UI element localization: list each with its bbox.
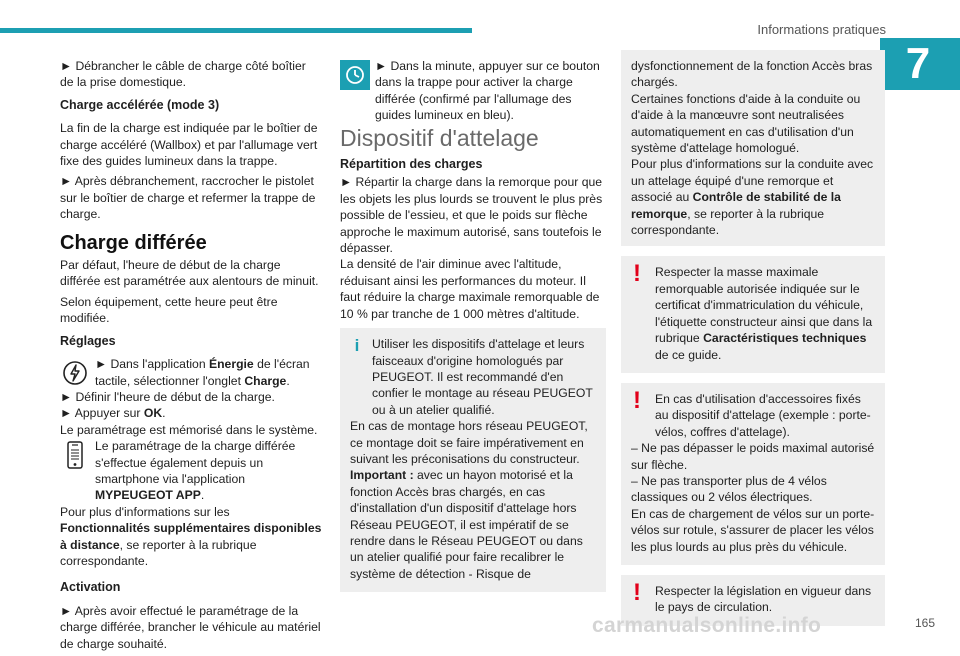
- paragraph: ► Débrancher le câble de charge côté boîtier de la prise domestique.: [60, 59, 306, 90]
- paragraph: ► Appuyer sur OK.: [60, 406, 166, 421]
- warning-note: [621, 256, 885, 372]
- paragraph: ► Répartir la charge dans la remorque pour que les objets les plus lourds se trouvent le plus près possible de l'essieu, et que le poids sur flèche approche le maximum autorisé, sans toutefois le dépasser.: [340, 175, 603, 256]
- warning-text: En cas de chargement de vélos sur un porte-vélos sur rotule, s'assurer de placer les vélos les plus lourds au plus près du véhicule.: [631, 506, 875, 554]
- heading-reglages: Réglages: [60, 333, 116, 348]
- paragraph: La fin de la charge est indiquée par le boîtier de charge accéléré (Wallbox) et par l'allumage vert fixe des guides lumineux dans la trappe.: [60, 121, 318, 169]
- paragraph: ► Après avoir effectué le paramétrage de la charge différée, brancher le véhicule au matériel de charge souhaité.: [60, 603, 321, 651]
- heading-activation: Activation: [60, 580, 121, 595]
- button-step-text: ► Dans la minute, appuyer sur ce bouton dans la trappe pour activer la charge différée (confirmé par l'allumage des guides lumineux en bleu).: [375, 59, 600, 123]
- button-step: [340, 58, 606, 124]
- chapter-number-tab: 7: [880, 38, 960, 90]
- watermark: carmanualsonline.info: [592, 614, 822, 637]
- charge-button-icon: [340, 60, 370, 90]
- column-left: [60, 58, 322, 656]
- warning-text: Respecter la législation en vigueur dans le pays de circulation.: [655, 583, 872, 615]
- heading-charge-acceleree: Charge accélérée (mode 3): [60, 97, 220, 112]
- paragraph: Par défaut, l'heure de début de la charge différée est paramétrée aux alentours de minuit.: [60, 258, 319, 289]
- smartphone-note-text: Le paramétrage de la charge différée s'effectue également depuis un smartphone via l'application MYPEUGEOT APP.: [95, 439, 296, 503]
- warning-note: [621, 383, 885, 565]
- warning-text: En cas d'utilisation d'accessoires fixés au dispositif d'attelage (exemple : porte-vélos, coffres d'attelage).: [655, 391, 871, 439]
- page-number: 165: [914, 616, 935, 630]
- paragraph: Le paramétrage est mémorisé dans le système.: [60, 422, 318, 437]
- info-text: Certaines fonctions d'aide à la conduite ou d'aide à la manœuvre sont neutralisées automatiquement en cas d'utilisation d'un système d'attelage homologué.: [631, 91, 861, 156]
- info-text: Pour plus d'informations sur la conduite avec un attelage équipé d'une remorque et associé au Contrôle de stabilité de la remorque, se reporter à la rubrique correspondante.: [631, 157, 874, 238]
- paragraph: Selon équipement, cette heure peut être modifiée.: [60, 294, 278, 326]
- warning-text: – Ne pas dépasser le poids maximal autorisé sur flèche.: [631, 441, 875, 472]
- column-right: [621, 50, 885, 626]
- smartphone-note: [60, 438, 322, 504]
- info-note-continued: [621, 50, 885, 246]
- info-text: Important : avec un hayon motorisé et la fonction Accès bras chargés, en cas d'installation d'un dispositif d'attelage hors Réseau PEUGEOT, il est impératif de se rendre dans le Réseau PEUGEOT ou dans un atelier qualifié pour faire recalibrer le système de détection - Risque de: [350, 468, 583, 581]
- warning-text: Respecter la masse maximale remorquable autorisée indiquée sur le certificat d'immatriculation du véhicule, l'étiquette constructeur ainsi que dans la rubrique Caractéristiques techniques de ce guide.: [655, 265, 873, 362]
- column-middle: [340, 58, 606, 592]
- info-icon: i: [354, 336, 360, 356]
- paragraph: Pour plus d'informations sur les Fonctionnalités supplémentaires disponibles à distance, se reporter à la rubrique correspondante.: [60, 504, 322, 568]
- energy-app-step: [60, 356, 322, 389]
- warning-text: – Ne pas transporter plus de 4 vélos classiques ou 2 vélos électriques.: [631, 473, 827, 505]
- energy-app-text: ► Dans l'application Énergie de l'écran tactile, sélectionner l'onglet Charge.: [95, 357, 310, 388]
- warning-icon: !: [633, 578, 641, 606]
- energy-app-icon: [60, 358, 90, 388]
- paragraph: ► Définir l'heure de début de la charge.: [60, 389, 275, 404]
- heading-repartition: Répartition des charges: [340, 157, 483, 172]
- info-text: En cas de montage hors réseau PEUGEOT, ce montage doit se faire impérativement en suivant les préconisations du constructeur.: [350, 419, 588, 466]
- info-text: Utiliser les dispositifs d'attelage et leurs faisceaux d'origine homologués par PEUGEOT. Il est recommandé d'en confier le montage au réseau PEUGEOT ou à un atelier qualifié.: [372, 337, 593, 417]
- info-text: dysfonctionnement de la fonction Accès bras chargés.: [631, 59, 873, 90]
- warning-icon: !: [633, 386, 641, 414]
- heading-dispositif-attelage: Dispositif d'attelage: [340, 124, 539, 151]
- heading-charge-differee: Charge différée: [60, 231, 207, 254]
- warning-icon: !: [633, 260, 641, 288]
- info-note: [340, 328, 606, 592]
- header-title: Informations pratiques: [757, 22, 886, 37]
- paragraph: ► Après débranchement, raccrocher le pistolet sur le boîtier de charge et refermer la trappe de charge.: [60, 174, 316, 222]
- smartphone-icon: [60, 440, 90, 470]
- paragraph: La densité de l'air diminue avec l'altitude, réduisant ainsi les performances du moteur. Il faut réduire la charge maximale remorquable de 10 % par tranche de 1 000 mètres d'altitude.: [340, 257, 600, 321]
- header-accent-bar: [0, 28, 472, 33]
